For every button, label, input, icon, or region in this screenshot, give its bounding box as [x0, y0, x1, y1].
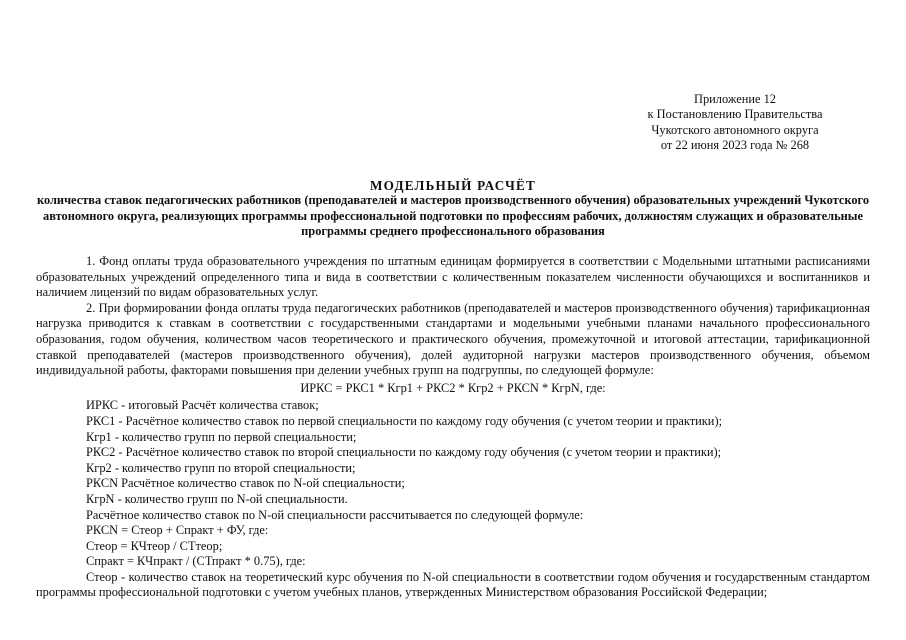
definition-kgrn: КгрN - количество групп по N-ой специальности. [86, 491, 348, 506]
definition-rksn: РКСN Расчётное количество ставок по N-ой специальности; [86, 476, 405, 491]
annex-block [600, 92, 870, 154]
annex-line-2: к Постановлению Правительства [647, 107, 823, 122]
annex-line-4: от 22 июня 2023 года № 268 [660, 138, 810, 153]
paragraph-1: 1. Фонд оплаты труда образовательного учреждения по штатным единицам формируется в соответствии с Модельными штатными расписаниями образовательных учреждений определенного типа и вида в соответствии с количественным показателем численности обучающихся и воспитанников и наличием лицензий по видам образовательных услуг. [36, 254, 870, 300]
definition-rks1: РКС1 - Расчётное количество ставок по первой специальности по каждому году обучения (с учетом теории и практики); [86, 413, 723, 428]
definition-irks: ИРКС - итоговый Расчёт количества ставок; [86, 398, 319, 413]
annex-line-1: Приложение 12 [694, 92, 776, 106]
formula-rksn: РКСN = Стеор + Спракт + ФУ, где: [86, 523, 269, 538]
main-formula: ИРКС = РКС1 * Кгр1 + РКС2 * Кгр2 + РКСN * КгрN, где: [300, 380, 606, 395]
formula-sprakt: Спракт = КЧпракт / (СТпракт * 0.75), где: [86, 554, 306, 569]
definition-rks2: РКС2 - Расчётное количество ставок по второй специальности по каждому году обучения (с учетом теории и практики); [86, 445, 722, 460]
formula-steor: Стеор = КЧтеор / СТтеор; [86, 538, 223, 553]
document-body [36, 254, 870, 601]
rksn-intro: Расчётное количество ставок по N-ой специальности рассчитывается по следующей формуле: [86, 507, 584, 522]
definition-kgr2: Кгр2 - количество групп по второй специальности; [86, 460, 356, 475]
annex-line-3: Чукотского автономного округа [651, 122, 819, 137]
document-subtitle: количества ставок педагогических работников (преподавателей и мастеров производственного обучения) образовательных учреждений Чукотского автономного округа, реализующих программы профессиональной подготовки по профессиям рабочих, должностям служащих и образовательные программы среднего профессионального образования [36, 193, 870, 239]
definition-steor: Стеор - количество ставок на теоретический курс обучения по N-ой специальности в соответствии годом обучения и государственным стандартом программы профессиональной подготовки с учетом учебных планов, утвержденных Министерством образования Российской Федерации; [36, 569, 870, 600]
document-title: МОДЕЛЬНЫЙ РАСЧЁТ [370, 178, 536, 193]
definition-kgr1: Кгр1 - количество групп по первой специальности; [86, 429, 357, 444]
paragraph-2: 2. При формировании фонда оплаты труда педагогических работников (преподавателей и мастеров производственного обучения) тарификационная нагрузка приводится к ставкам в соответствии с государственными стандартами и модельными учебными планами начального профессионального образования, годом обучения, количеством часов теоретического и практического обучения, промежуточной и итоговой аттестации, тарификационной ставкой преподавателей (мастеров производственного обучения), долей аудиторной нагрузки мастеров производственного обучения, объемом индивидуальной работы, факторами повышения при делении учебных групп на подгруппы, по следующей формуле: [36, 300, 870, 378]
